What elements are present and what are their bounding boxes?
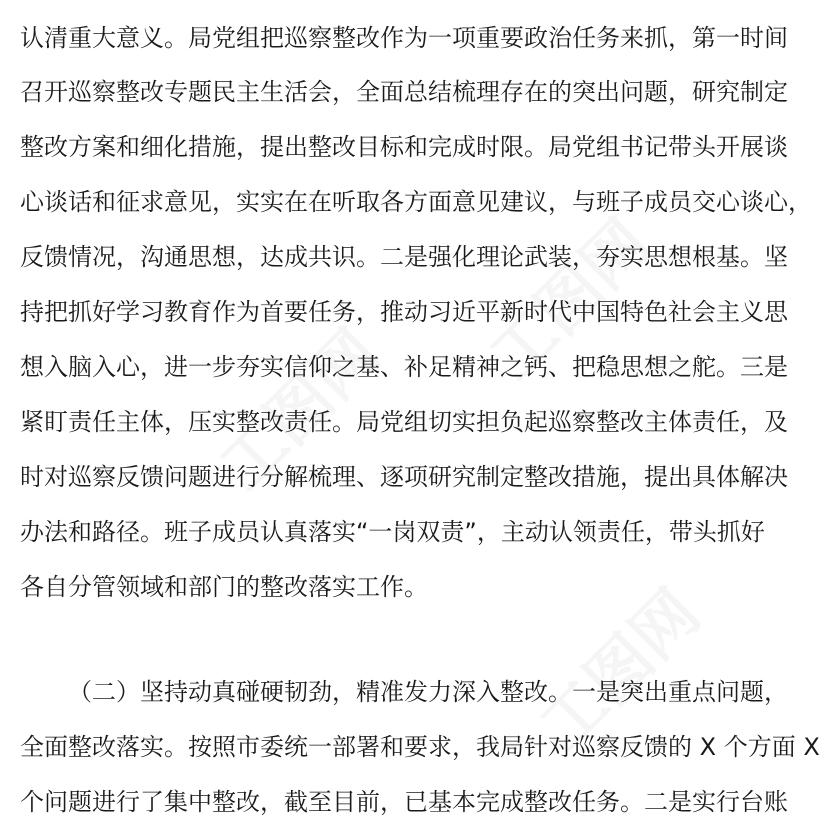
paragraph-line: 全面整改落实。按照市委统一部署和要求，我局针对巡察反馈的 X 个方面 X bbox=[20, 733, 820, 761]
watermark: 工图网 bbox=[476, 206, 665, 395]
section-heading-line: （二）坚持动真碰硬韧劲，精准发力深入整改。一是突出重点问题， bbox=[68, 678, 788, 706]
paragraph-line: 想入脑入心，进一步夯实信仰之基、补足精神之钙、把稳思想之舵。三是 bbox=[20, 353, 788, 381]
paragraph-line: 召开巡察整改专题民主生活会，全面总结梳理存在的突出问题，研究制定 bbox=[20, 78, 788, 106]
paragraph-line: 各自分管领域和部门的整改落实工作。 bbox=[20, 573, 428, 601]
watermark: 工图网 bbox=[206, 316, 395, 505]
paragraph-line: 个问题进行了集中整改，截至目前，已基本完成整改任务。二是实行台账 bbox=[20, 788, 788, 816]
paragraph-line: 整改方案和细化措施，提出整改目标和完成时限。局党组书记带头开展谈 bbox=[20, 133, 788, 161]
paragraph-line: 心谈话和征求意见，实实在在听取各方面意见建议，与班子成员交心谈心， bbox=[20, 188, 812, 216]
paragraph-line: 时对巡察反馈问题进行分解梳理、逐项研究制定整改措施，提出具体解决 bbox=[20, 463, 788, 491]
paragraph-line: 认清重大意义。局党组把巡察整改作为一项重要政治任务来抓，第一时间 bbox=[20, 24, 788, 52]
paragraph-line: 办法和路径。班子成员认真落实“一岗双责”，主动认领责任，带头抓好 bbox=[20, 518, 765, 546]
paragraph-line: 持把抓好学习教育作为首要任务，推动习近平新时代中国特色社会主义思 bbox=[20, 298, 788, 326]
paragraph-line: 紧盯责任主体，压实整改责任。局党组切实担负起巡察整改主体责任，及 bbox=[20, 408, 788, 436]
watermark: 工图网 bbox=[526, 576, 715, 765]
paragraph-line: 反馈情况，沟通思想，达成共识。二是强化理论武装，夯实思想根基。坚 bbox=[20, 243, 788, 271]
